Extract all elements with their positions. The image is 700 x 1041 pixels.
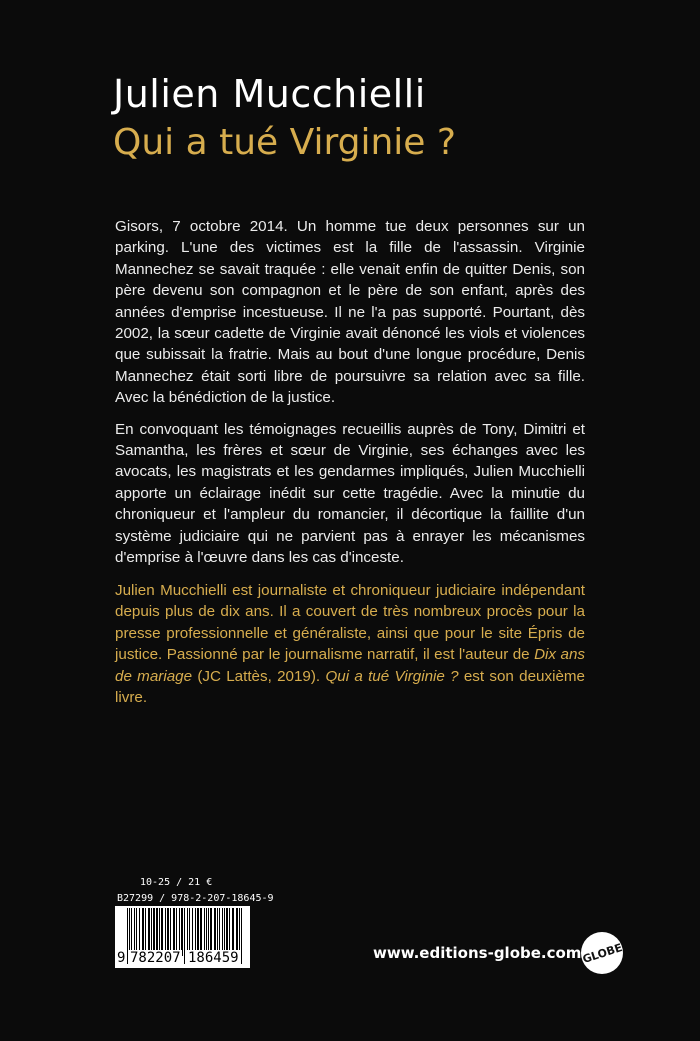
barcode-bar (226, 908, 228, 956)
barcode-lead-digit: 9 (117, 950, 126, 966)
barcode-bar (217, 908, 218, 956)
barcode-bar (173, 908, 175, 956)
bio-book-title: Dix ans de mariage (115, 646, 585, 685)
barcode-bar (192, 908, 193, 956)
book-title: Qui a tué Virginie ? (113, 122, 457, 163)
barcode-bar (179, 908, 180, 956)
barcode-bar (206, 908, 207, 956)
barcode-bar (204, 908, 205, 956)
barcode-bar (170, 908, 171, 956)
author-name: Julien Mucchielli (113, 72, 426, 116)
barcode-bar (214, 908, 216, 956)
barcode-bar (165, 908, 166, 956)
barcode-bar (189, 908, 190, 956)
barcode-bar (224, 908, 225, 956)
barcode-bar (208, 908, 209, 956)
blurb-paragraph: Gisors, 7 octobre 2014. Un homme tue deux personnes sur un parking. L'une des victimes est la fille de l'assassin. Virginie Mannechez se savait traquée : elle venait enfin de quitter Denis, son père devenu son compagnon et le père de son enfant, après des années d'emprise incestueuse. Il ne l'a pas supporté. Pourtant, dès 2002, la sœur cadette de Virginie avait dénoncé les viols et violences que subissait la fratrie. Mais au bout d'une longue procédure, Denis Mannechez était sorti libre de poursuivre sa relation avec sa fille. Avec la bénédiction de la justice. (115, 218, 585, 407)
barcode-bar (136, 908, 137, 956)
barcode-bar (197, 908, 199, 956)
barcode-bar (145, 908, 146, 956)
isbn-label: B27299 / 978-2-207-18645-9 (117, 893, 274, 904)
barcode-bar (151, 908, 152, 956)
barcode-bar (200, 908, 202, 956)
barcode-bar (187, 908, 188, 956)
barcode-bar (148, 908, 150, 956)
barcode-bar (222, 908, 223, 956)
barcode-bar (210, 908, 212, 956)
bio-book-title: Qui a tué Virginie ? (325, 667, 459, 685)
barcode-bar (232, 908, 234, 956)
bio-text: est son deuxième livre. (115, 667, 585, 707)
barcode-bar (153, 908, 155, 956)
barcode-bar (176, 908, 177, 956)
bio-text: Julien Mucchielli est journaliste et chroniqueur judiciaire indépendant depuis plus de dix ans. Il a couvert de très nombreux procès pour la presse professionnelle et généraliste, ainsi que pour le site Épris de justice. Passionné par le journalisme narratif, il est l'auteur de (115, 582, 585, 664)
globe-logo-icon (581, 932, 623, 974)
barcode-bar (161, 908, 163, 956)
barcode-bar (156, 908, 158, 956)
author-bio (115, 580, 585, 708)
barcode-bar (131, 908, 132, 956)
barcode-digits (115, 950, 250, 968)
barcode-bar (167, 908, 169, 956)
barcode-bar (181, 908, 183, 956)
bio-text: (JC Lattès, 2019). (192, 667, 326, 685)
barcode-bar (229, 908, 230, 956)
barcode-bar (139, 908, 140, 956)
barcode-right-digits: 186459 (188, 950, 239, 966)
barcode-left-digits: 782207 (130, 950, 181, 966)
barcode-bar (134, 908, 135, 956)
logo-text: GLOBE (580, 940, 624, 966)
barcode (115, 906, 250, 968)
barcode-bar (219, 908, 220, 956)
publisher-website: www.editions-globe.com (373, 944, 582, 962)
barcode-bar (159, 908, 160, 956)
barcode-bar (236, 908, 238, 956)
blurb (115, 216, 585, 579)
blurb-paragraph: En convoquant les témoignages recueillis auprès de Tony, Dimitri et Samantha, les frères et sœur de Virginie, ses échanges avec les avocats, les magistrats et les gendarmes impliqués, Julien Mucchielli apporte un éclairage inédit sur cette tragédie. Avec la minutie du chroniqueur et l'ampleur du romancier, il décortique la faillite d'un système judiciaire qui ne parvient pas à enrayer les mécanismes d'emprise à l'œuvre dans les cas d'inceste. (115, 420, 585, 567)
barcode-bar (195, 908, 196, 956)
price-label: 10-25 / 21 € (140, 877, 213, 888)
barcode-bar (142, 908, 144, 956)
